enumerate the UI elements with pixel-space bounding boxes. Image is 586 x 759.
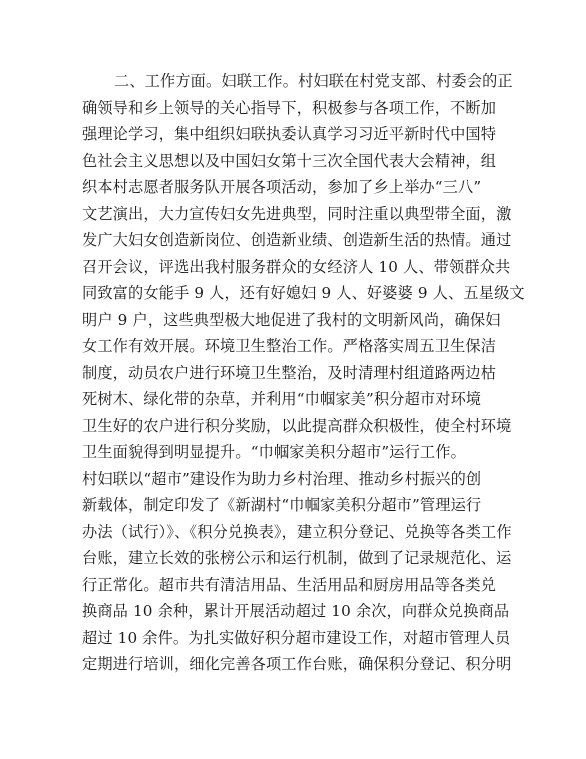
text-line: 制度，动员农户进行环境卫生整治，及时清理村组道路两边枯 bbox=[82, 363, 497, 382]
text-line: 超过 10 余件。为扎实做好积分超市建设工作，对超市管理人员 bbox=[82, 628, 511, 647]
text-line: 换商品 10 余种，累计开展活动超过 10 余次，向群众兑换商品 bbox=[82, 602, 510, 620]
text-line: 色社会主义思想以及中国妇女第十三次全国代表大会精神，组 bbox=[82, 151, 497, 170]
text-line: 织本村志愿者服务队开展各项活动，参加了乡上举办“三八” bbox=[82, 178, 482, 196]
body-text bbox=[82, 68, 525, 678]
text-line: 发广大妇女创造新岗位、创造新业绩、创造新生活的热情。通过 bbox=[82, 231, 512, 249]
text-line: 明户 9 户，这些典型极大地促进了我村的文明新风尚，确保妇 bbox=[82, 310, 501, 329]
text-line: 同致富的女能手 9 人，还有好媳妇 9 人、好婆婆 9 人、五星级文 bbox=[82, 284, 525, 302]
text-line: 女工作有效开展。环境卫生整治工作。严格落实周五卫生保洁 bbox=[82, 337, 497, 355]
text-line: 文艺演出，大力宣传妇女先进典型，同时注重以典型带全面，激 bbox=[82, 204, 512, 223]
text-line: 定期进行培训，细化完善各项工作台账，确保积分登记、积分明 bbox=[82, 655, 512, 673]
text-line: 卫生好的农户进行积分奖励，以此提高群众积极性，使全村环境 bbox=[82, 416, 512, 435]
text-line: 召开会议，评选出我村服务群众的女经济人 10 人、带领群众共 bbox=[82, 257, 511, 276]
text-line: 卫生面貌得到明显提升。“巾帼家美积分超市”运行工作。 bbox=[82, 443, 466, 461]
text-line: 确领导和乡上领导的关心指导下，积极参与各项工作，不断加 bbox=[82, 98, 497, 117]
text-line: 台账，建立长效的张榜公示和运行机制，做到了记录规范化、运 bbox=[82, 549, 512, 567]
text-line: 二、工作方面。妇联工作。村妇联在村党支部、村委会的正 bbox=[114, 72, 513, 90]
text-line: 强理论学习，集中组织妇联执委认真学习习近平新时代中国特 bbox=[82, 125, 497, 143]
text-line: 办法（试行）》、《积分兑换表》，建立积分登记、兑换等各类工作 bbox=[82, 522, 512, 541]
text-line: 行正常化。超市共有清洁用品、生活用品和厨房用品等各类兑 bbox=[82, 575, 497, 594]
text-line: 死树木、绿化带的杂草，并利用“巾帼家美”积分超市对环境 bbox=[82, 390, 482, 408]
text-line: 村妇联以“超市”建设作为助力乡村治理、推动乡村振兴的创 bbox=[82, 469, 482, 488]
text-line: 新载体，制定印发了《新湖村“巾帼家美积分超市”管理运行 bbox=[82, 496, 482, 514]
